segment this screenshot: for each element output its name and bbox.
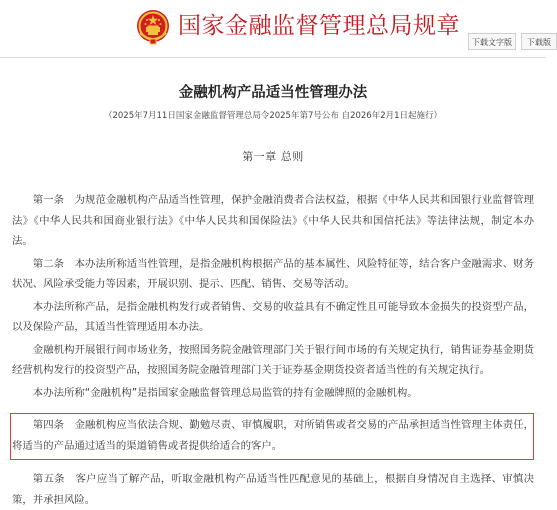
article-2-product-definition: 本办法所称产品，是指金融机构发行或者销售、交易的收益具有不确定性且可能导致本金损失的投资型产品，以及保险产品，其适当性管理适用本办法。 bbox=[12, 300, 534, 333]
national-emblem-icon bbox=[136, 9, 170, 45]
document-body bbox=[12, 190, 534, 510]
article-3-institution-definition: 本办法所称“金融机构”是指国家金融监督管理总局监管的持有金融牌照的金融机构。 bbox=[32, 386, 418, 399]
download-text-button[interactable]: 下载文字版 bbox=[468, 33, 516, 50]
download-version-button[interactable]: 下载版 bbox=[521, 33, 557, 50]
article-4-highlight-box bbox=[10, 413, 534, 460]
article-4: 第四条 金融机构应当依法合规、勤勉尽责、审慎履职，对所销售或者交易的产品承担适当性管理主体责任，将适当的产品通过适当的渠道销售或者提供给适合的客户。 bbox=[12, 419, 534, 452]
site-header bbox=[0, 0, 551, 57]
header-title: 国家金融监督管理总局规章 bbox=[178, 13, 460, 39]
article-1: 第一条 为规范金融机构产品适当性管理，保护金融消费者合法权益，根据《中华人民共和国银行业监督管理法》《中华人民共和国商业银行法》《中华人民共和国保险法》《中华人民共和国信托法》等法律法规，制定本办法。 bbox=[12, 194, 534, 247]
header-divider bbox=[0, 57, 546, 58]
article-5: 第五条 客户应当了解产品，听取金融机构产品适当性匹配意见的基础上，根据自身情况自主选择、审慎决策，并承担风险。 bbox=[12, 473, 534, 506]
chapter-title: 第一章 总则 bbox=[242, 150, 304, 163]
article-2: 第二条 本办法所称适当性管理，是指金融机构根据产品的基本属性、风险特征等，结合客户金融需求、财务状况、风险承受能力等因素，开展识别、提示、匹配、销售、交易等活动。 bbox=[12, 257, 534, 290]
article-2-interbank-rule: 金融机构开展银行间市场业务，按照国务院金融管理部门关于银行间市场的有关规定执行，销售证券基金期货经营机构发行的投资型产品，按照国务院金融管理部门关于证券基金期货投资者适当性的有关规定执行。 bbox=[12, 343, 534, 376]
document-subtitle: （2025年7月11日国家金融监督管理总局令2025年第7号公布 自2026年2月1日起施行） bbox=[103, 111, 443, 121]
document-title: 金融机构产品适当性管理办法 bbox=[178, 85, 368, 101]
